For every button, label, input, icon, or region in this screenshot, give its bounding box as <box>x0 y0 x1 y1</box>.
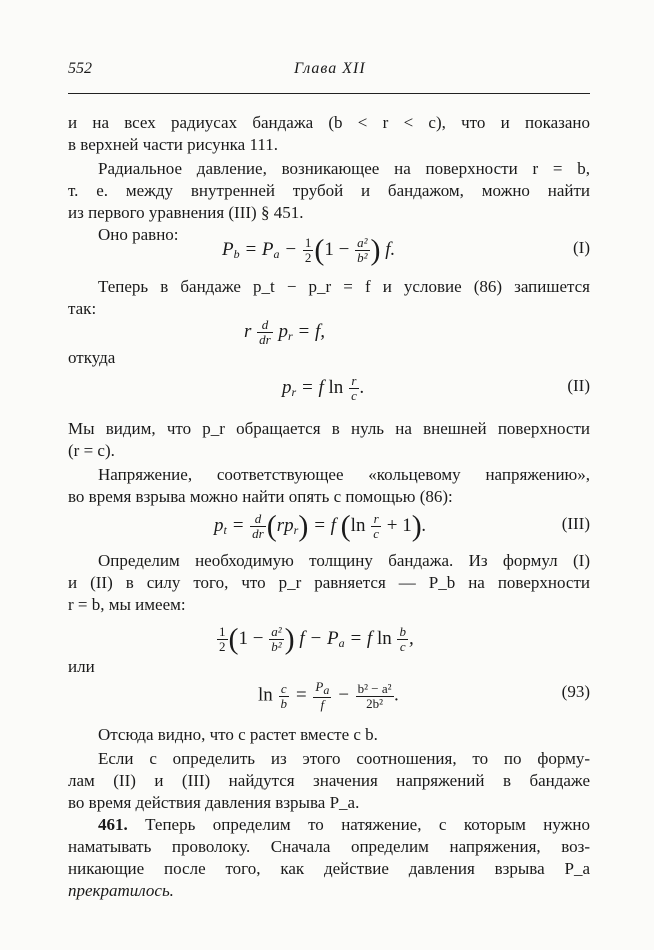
text-line: Напряжение, соответствующее «кольцевому напряжению», <box>98 465 590 484</box>
equation-tag: (II) <box>567 376 590 395</box>
equation-I: $P_b = P_a$ − $\frac{1}{2}$ (1 − $\frac{\text{a²}}{\text{b²}}$ ) f. <box>222 233 396 267</box>
text-line: лам (II) и (III) найдутся значения напряжений в бандаже <box>68 771 590 790</box>
text-line: Оно равно: <box>98 225 179 244</box>
text-line: Мы видим, что p_r обращается в нуль на внешней поверхности <box>68 419 590 438</box>
text-line: Если c определить из этого соотношения, то по форму- <box>98 749 590 768</box>
text-line: r = b, мы имеем: <box>68 595 186 614</box>
chapter-title: Глава XII <box>294 60 366 77</box>
equation-tag: (III) <box>561 514 590 533</box>
text-line: никающие после того, как действие давления взрыва P_a <box>68 859 590 878</box>
text-line: в верхней части рисунка 111. <box>68 135 278 154</box>
text-line: 461. Теперь определим то натяжение, с которым нужно <box>98 815 590 834</box>
equation-condition: $\frac{1}{2}$ (1 − $\frac{\text{a²}}{\text{b²}}$ ) $f - P_a = f$ ln $\frac{b}{c}$ , <box>219 622 414 656</box>
header-rule <box>68 93 590 94</box>
equation-II: $p_r = f$ ln $\frac{r}{c}$ . <box>282 373 365 403</box>
text-line: и (II) в силу того, что p_r равняется — P_b на поверхности <box>68 573 590 592</box>
equation-differential: r $\frac{d}{dr}$ $p_r = f$, <box>244 317 325 347</box>
text-line: или <box>68 657 95 676</box>
equation-93: ln $\frac{c}{b}$ = $\frac{P_a}{f}$ − $\frac{\text{b² − a²}}{\text{2b²}}$ . <box>258 679 400 712</box>
equation-III: $p_t$ = $\frac{d}{dr}$ $(rp_r) = f$ (ln $\frac{r}{c}$ + 1). <box>214 509 427 543</box>
text-line: Теперь в бандаже p_t − p_r = f и условие (86) запишется <box>98 277 590 296</box>
text-line: Определим необходимую толщину бандажа. Из формул (I) <box>98 551 590 570</box>
text-line: т. е. между внутренней трубой и бандажом, можно найти <box>68 181 590 200</box>
text-line: во время действия давления взрыва P_a. <box>68 793 360 812</box>
text-line: из первого уравнения (III) § 451. <box>68 203 304 222</box>
text-line: (r = c). <box>68 441 115 460</box>
text-line: откуда <box>68 348 116 367</box>
equation-tag: (I) <box>573 238 590 257</box>
running-header <box>68 60 590 84</box>
text-line: и на всех радиусах бандажа (b < r < c), что и показано <box>68 113 590 132</box>
text-line: наматывать проволоку. Сначала определим напряжения, воз- <box>68 837 590 856</box>
equation-tag: (93) <box>561 682 590 701</box>
text-line: прекратилось. <box>68 881 174 900</box>
text-line: Отсюда видно, что c растет вместе с b. <box>98 725 378 744</box>
text-line: так: <box>68 299 97 318</box>
text-line: Радиальное давление, возникающее на поверхности r = b, <box>98 159 590 178</box>
text-line: во время взрыва можно найти опять с помощью (86): <box>68 487 453 506</box>
page-number: 552 <box>68 60 92 77</box>
section-number: 461. <box>98 815 128 834</box>
